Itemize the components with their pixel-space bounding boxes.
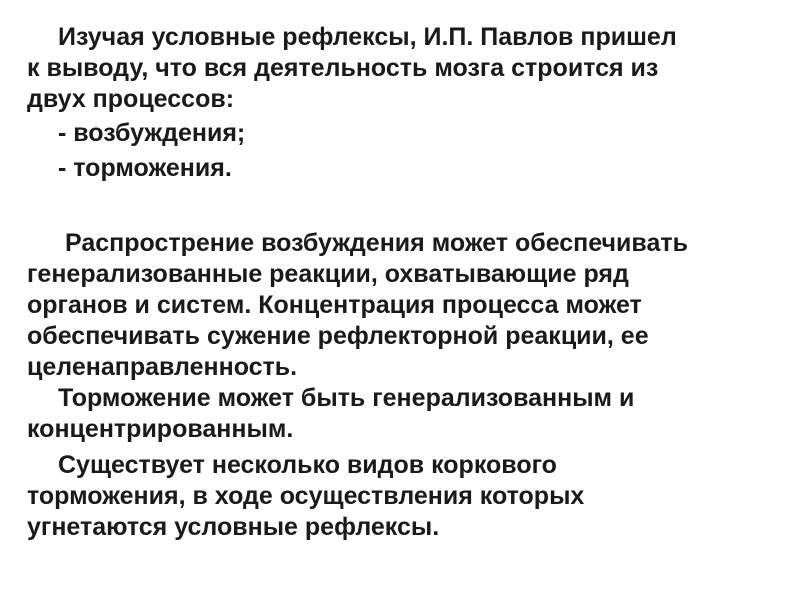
list-item-inhibition: - торможения. <box>58 154 232 182</box>
inhibition-line-1: Торможение может быть генерализованным и <box>58 384 635 412</box>
intro-line-1: Изучая условные рефлексы, И.П. Павлов пришел <box>58 23 677 51</box>
cortical-line-3: угнетаются условные рефлексы. <box>27 513 440 541</box>
inhibition-line-2: концентрированным. <box>27 415 294 443</box>
inhibition-paragraph <box>27 383 777 445</box>
excitation-line-5: целенаправленность. <box>27 353 298 381</box>
intro-line-2: к выводу, что вся деятельность мозга строится из <box>27 54 659 82</box>
intro-line-3: двух процессов: <box>27 85 235 113</box>
excitation-line-4: обеспечивать сужение рефлекторной реакции, ее <box>27 322 649 350</box>
list-item-excitation: - возбуждения; <box>58 119 246 147</box>
excitation-paragraph <box>27 228 777 383</box>
cortical-line-1: Существует несколько видов коркового <box>58 451 557 479</box>
excitation-line-1: Распрострение возбуждения может обеспечивать <box>65 229 688 257</box>
excitation-line-2: генерализованные реакции, охватывающие ряд <box>27 260 629 288</box>
process-list <box>27 118 777 184</box>
excitation-line-3: органов и систем. Концентрация процесса может <box>27 291 642 319</box>
cortical-inhibition-paragraph <box>27 450 777 543</box>
cortical-line-2: торможения, в ходе осуществления которых <box>27 482 585 510</box>
intro-paragraph <box>27 22 777 115</box>
